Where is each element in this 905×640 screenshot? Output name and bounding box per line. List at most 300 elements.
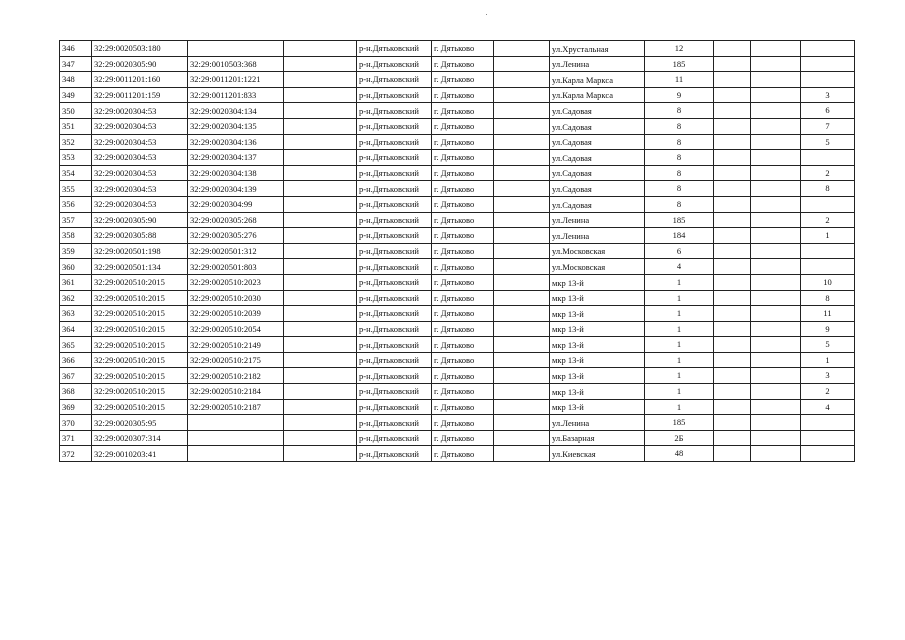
row-number-cell: 347 [60,56,92,72]
registry-table [59,40,855,462]
city-cell: г. Дятьково [432,446,494,462]
flat-number-cell [801,196,855,212]
cadastral-number-cell: 32:29:0020305:88 [92,228,188,244]
table-row [60,415,855,431]
table-row [60,118,855,134]
street-cell: ул.Базарная [550,430,645,446]
street-cell: ул.Ленина [550,228,645,244]
district-cell: р-н.Дятьковский [357,72,432,88]
cadastral-number-cell: 32:29:0020510:2015 [92,352,188,368]
empty-cell [751,134,801,150]
cadastral-number-cell: 32:29:0020510:2015 [92,321,188,337]
empty-cell [714,384,751,400]
flat-number-cell: 1 [801,228,855,244]
cadastral-object-cell: 32:29:0020510:2187 [188,399,284,415]
row-number-cell: 346 [60,41,92,57]
flat-number-cell [801,41,855,57]
empty-cell [284,430,357,446]
cadastral-object-cell: 32:29:0011201:833 [188,87,284,103]
empty-cell [284,290,357,306]
house-number-cell: 1 [645,306,714,322]
empty-cell [751,243,801,259]
flat-number-cell: 5 [801,337,855,353]
empty-cell [714,274,751,290]
empty-cell [284,337,357,353]
flat-number-cell: 8 [801,181,855,197]
cadastral-object-cell: 32:29:0020501:803 [188,259,284,275]
empty-cell [714,212,751,228]
house-number-cell: 185 [645,56,714,72]
street-cell: ул.Садовая [550,134,645,150]
street-cell: ул.Садовая [550,165,645,181]
empty-cell [714,290,751,306]
table-row [60,306,855,322]
row-number-cell: 358 [60,228,92,244]
empty-cell [494,72,550,88]
flat-number-cell: 9 [801,321,855,337]
city-cell: г. Дятьково [432,103,494,119]
street-cell: ул.Карла Маркса [550,87,645,103]
flat-number-cell: 2 [801,165,855,181]
empty-cell [284,228,357,244]
empty-cell [284,415,357,431]
row-number-cell: 369 [60,399,92,415]
cadastral-object-cell [188,41,284,57]
table-row [60,150,855,166]
street-cell: ул.Карла Маркса [550,72,645,88]
flat-number-cell [801,243,855,259]
district-cell: р-н.Дятьковский [357,399,432,415]
table-row [60,103,855,119]
cadastral-object-cell: 32:29:0010503:368 [188,56,284,72]
cadastral-number-cell: 32:29:0011201:160 [92,72,188,88]
street-cell: мкр 13-й [550,274,645,290]
cadastral-number-cell: 32:29:0020305:90 [92,212,188,228]
empty-cell [714,243,751,259]
table-row [60,212,855,228]
empty-cell [284,134,357,150]
empty-cell [714,165,751,181]
cadastral-number-cell: 32:29:0020510:2015 [92,290,188,306]
table-row [60,134,855,150]
house-number-cell: 185 [645,212,714,228]
empty-cell [284,165,357,181]
empty-cell [714,259,751,275]
cadastral-object-cell: 32:29:0020304:99 [188,196,284,212]
cadastral-object-cell: 32:29:0020501:312 [188,243,284,259]
flat-number-cell: 11 [801,306,855,322]
empty-cell [714,430,751,446]
empty-cell [751,212,801,228]
house-number-cell: 184 [645,228,714,244]
cadastral-object-cell: 32:29:0020304:136 [188,134,284,150]
flat-number-cell: 1 [801,352,855,368]
empty-cell [494,259,550,275]
row-number-cell: 370 [60,415,92,431]
district-cell: р-н.Дятьковский [357,56,432,72]
cadastral-number-cell: 32:29:0020503:180 [92,41,188,57]
district-cell: р-н.Дятьковский [357,243,432,259]
empty-cell [714,87,751,103]
empty-cell [284,384,357,400]
empty-cell [751,352,801,368]
city-cell: г. Дятьково [432,181,494,197]
empty-cell [284,352,357,368]
empty-cell [494,290,550,306]
district-cell: р-н.Дятьковский [357,384,432,400]
house-number-cell: 1 [645,352,714,368]
flat-number-cell: 5 [801,134,855,150]
row-number-cell: 348 [60,72,92,88]
house-number-cell: 1 [645,321,714,337]
empty-cell [714,72,751,88]
house-number-cell: 2Б [645,430,714,446]
city-cell: г. Дятьково [432,212,494,228]
street-cell: мкр 13-й [550,368,645,384]
empty-cell [284,243,357,259]
district-cell: р-н.Дятьковский [357,306,432,322]
house-number-cell: 12 [645,41,714,57]
cadastral-object-cell: 32:29:0020304:135 [188,118,284,134]
district-cell: р-н.Дятьковский [357,41,432,57]
row-number-cell: 366 [60,352,92,368]
empty-cell [714,103,751,119]
empty-cell [751,306,801,322]
house-number-cell: 6 [645,243,714,259]
empty-cell [714,134,751,150]
empty-cell [494,243,550,259]
empty-cell [494,352,550,368]
district-cell: р-н.Дятьковский [357,352,432,368]
empty-cell [751,150,801,166]
flat-number-cell: 2 [801,384,855,400]
cadastral-number-cell: 32:29:0020510:2015 [92,274,188,290]
empty-cell [284,399,357,415]
empty-cell [284,181,357,197]
empty-cell [751,72,801,88]
street-cell: мкр 13-й [550,384,645,400]
table-row [60,259,855,275]
table-row [60,243,855,259]
cadastral-number-cell: 32:29:0020304:53 [92,150,188,166]
empty-cell [494,399,550,415]
cadastral-number-cell: 32:29:0020501:198 [92,243,188,259]
empty-cell [751,56,801,72]
table-row [60,196,855,212]
city-cell: г. Дятьково [432,228,494,244]
house-number-cell: 185 [645,415,714,431]
city-cell: г. Дятьково [432,41,494,57]
district-cell: р-н.Дятьковский [357,290,432,306]
house-number-cell: 8 [645,181,714,197]
city-cell: г. Дятьково [432,399,494,415]
cadastral-number-cell: 32:29:0020304:53 [92,118,188,134]
street-cell: ул.Садовая [550,150,645,166]
scan-speck [486,14,487,15]
row-number-cell: 357 [60,212,92,228]
empty-cell [714,150,751,166]
row-number-cell: 365 [60,337,92,353]
street-cell: ул.Московская [550,259,645,275]
district-cell: р-н.Дятьковский [357,259,432,275]
cadastral-number-cell: 32:29:0020304:53 [92,165,188,181]
cadastral-number-cell: 32:29:0020304:53 [92,196,188,212]
cadastral-number-cell: 32:29:0020304:53 [92,181,188,197]
district-cell: р-н.Дятьковский [357,181,432,197]
district-cell: р-н.Дятьковский [357,274,432,290]
city-cell: г. Дятьково [432,118,494,134]
street-cell: ул.Садовая [550,118,645,134]
house-number-cell: 1 [645,337,714,353]
empty-cell [714,415,751,431]
house-number-cell: 1 [645,290,714,306]
empty-cell [751,196,801,212]
street-cell: ул.Московская [550,243,645,259]
empty-cell [284,56,357,72]
cadastral-number-cell: 32:29:0020304:53 [92,134,188,150]
flat-number-cell [801,259,855,275]
empty-cell [284,87,357,103]
house-number-cell: 1 [645,384,714,400]
registry-rows [60,41,855,462]
cadastral-number-cell: 32:29:0020510:2015 [92,399,188,415]
city-cell: г. Дятьково [432,430,494,446]
table-row [60,41,855,57]
empty-cell [751,165,801,181]
cadastral-object-cell: 32:29:0020305:268 [188,212,284,228]
empty-cell [284,41,357,57]
district-cell: р-н.Дятьковский [357,430,432,446]
house-number-cell: 1 [645,399,714,415]
house-number-cell: 8 [645,118,714,134]
street-cell: ул.Хрустальная [550,41,645,57]
empty-cell [494,181,550,197]
district-cell: р-н.Дятьковский [357,103,432,119]
empty-cell [714,399,751,415]
district-cell: р-н.Дятьковский [357,87,432,103]
table-row [60,446,855,462]
cadastral-number-cell: 32:29:0020304:53 [92,103,188,119]
house-number-cell: 11 [645,72,714,88]
flat-number-cell [801,72,855,88]
empty-cell [284,212,357,228]
city-cell: г. Дятьково [432,196,494,212]
city-cell: г. Дятьково [432,87,494,103]
empty-cell [284,196,357,212]
empty-cell [751,87,801,103]
empty-cell [284,259,357,275]
empty-cell [494,415,550,431]
city-cell: г. Дятьково [432,415,494,431]
house-number-cell: 9 [645,87,714,103]
cadastral-number-cell: 32:29:0020307:314 [92,430,188,446]
city-cell: г. Дятьково [432,337,494,353]
flat-number-cell [801,150,855,166]
row-number-cell: 352 [60,134,92,150]
street-cell: мкр 13-й [550,337,645,353]
empty-cell [714,118,751,134]
empty-cell [751,259,801,275]
cadastral-number-cell: 32:29:0011201:159 [92,87,188,103]
table-row [60,56,855,72]
empty-cell [751,321,801,337]
empty-cell [714,228,751,244]
row-number-cell: 355 [60,181,92,197]
cadastral-object-cell [188,430,284,446]
empty-cell [751,446,801,462]
table-row [60,274,855,290]
house-number-cell: 8 [645,165,714,181]
table-row [60,87,855,103]
empty-cell [494,150,550,166]
street-cell: ул.Ленина [550,56,645,72]
empty-cell [714,196,751,212]
empty-cell [284,368,357,384]
row-number-cell: 371 [60,430,92,446]
district-cell: р-н.Дятьковский [357,228,432,244]
flat-number-cell: 2 [801,212,855,228]
flat-number-cell: 4 [801,399,855,415]
empty-cell [494,165,550,181]
city-cell: г. Дятьково [432,274,494,290]
empty-cell [751,290,801,306]
row-number-cell: 364 [60,321,92,337]
table-row [60,165,855,181]
flat-number-cell: 3 [801,368,855,384]
district-cell: р-н.Дятьковский [357,196,432,212]
district-cell: р-н.Дятьковский [357,118,432,134]
empty-cell [284,306,357,322]
row-number-cell: 351 [60,118,92,134]
street-cell: мкр 13-й [550,399,645,415]
empty-cell [494,306,550,322]
city-cell: г. Дятьково [432,72,494,88]
empty-cell [284,72,357,88]
cadastral-object-cell: 32:29:0020304:139 [188,181,284,197]
street-cell: мкр 13-й [550,352,645,368]
empty-cell [284,321,357,337]
cadastral-number-cell: 32:29:0020510:2015 [92,306,188,322]
cadastral-object-cell [188,446,284,462]
city-cell: г. Дятьково [432,150,494,166]
empty-cell [751,181,801,197]
district-cell: р-н.Дятьковский [357,321,432,337]
row-number-cell: 368 [60,384,92,400]
flat-number-cell: 10 [801,274,855,290]
cadastral-number-cell: 32:29:0020305:95 [92,415,188,431]
street-cell: мкр 13-й [550,290,645,306]
cadastral-object-cell: 32:29:0020304:137 [188,150,284,166]
empty-cell [714,56,751,72]
table-row [60,430,855,446]
empty-cell [284,446,357,462]
street-cell: ул.Ленина [550,212,645,228]
city-cell: г. Дятьково [432,352,494,368]
cadastral-object-cell: 32:29:0020305:276 [188,228,284,244]
cadastral-object-cell: 32:29:0020304:138 [188,165,284,181]
empty-cell [751,274,801,290]
house-number-cell: 8 [645,134,714,150]
empty-cell [284,150,357,166]
row-number-cell: 359 [60,243,92,259]
house-number-cell: 1 [645,274,714,290]
row-number-cell: 367 [60,368,92,384]
row-number-cell: 372 [60,446,92,462]
city-cell: г. Дятьково [432,165,494,181]
empty-cell [751,430,801,446]
empty-cell [714,446,751,462]
city-cell: г. Дятьково [432,56,494,72]
street-cell: мкр 13-й [550,321,645,337]
district-cell: р-н.Дятьковский [357,337,432,353]
empty-cell [714,306,751,322]
cadastral-number-cell: 32:29:0020510:2015 [92,384,188,400]
empty-cell [751,368,801,384]
cadastral-number-cell: 32:29:0010203:41 [92,446,188,462]
flat-number-cell [801,446,855,462]
cadastral-number-cell: 32:29:0020510:2015 [92,337,188,353]
cadastral-object-cell: 32:29:0020510:2054 [188,321,284,337]
empty-cell [494,134,550,150]
empty-cell [494,41,550,57]
empty-cell [714,181,751,197]
house-number-cell: 48 [645,446,714,462]
empty-cell [494,446,550,462]
district-cell: р-н.Дятьковский [357,212,432,228]
empty-cell [494,321,550,337]
cadastral-object-cell: 32:29:0020510:2030 [188,290,284,306]
cadastral-object-cell: 32:29:0020510:2182 [188,368,284,384]
empty-cell [494,196,550,212]
empty-cell [494,56,550,72]
empty-cell [751,337,801,353]
table-row [60,228,855,244]
cadastral-object-cell: 32:29:0020510:2149 [188,337,284,353]
city-cell: г. Дятьково [432,321,494,337]
table-row [60,290,855,306]
house-number-cell: 8 [645,103,714,119]
row-number-cell: 354 [60,165,92,181]
cadastral-object-cell: 32:29:0011201:1221 [188,72,284,88]
empty-cell [494,118,550,134]
city-cell: г. Дятьково [432,368,494,384]
city-cell: г. Дятьково [432,290,494,306]
cadastral-number-cell: 32:29:0020501:134 [92,259,188,275]
empty-cell [494,337,550,353]
cadastral-object-cell: 32:29:0020510:2023 [188,274,284,290]
district-cell: р-н.Дятьковский [357,134,432,150]
empty-cell [751,228,801,244]
empty-cell [751,399,801,415]
cadastral-number-cell: 32:29:0020305:90 [92,56,188,72]
empty-cell [751,103,801,119]
empty-cell [714,352,751,368]
empty-cell [714,368,751,384]
row-number-cell: 353 [60,150,92,166]
empty-cell [751,415,801,431]
row-number-cell: 363 [60,306,92,322]
city-cell: г. Дятьково [432,243,494,259]
empty-cell [494,384,550,400]
district-cell: р-н.Дятьковский [357,446,432,462]
street-cell: мкр 13-й [550,306,645,322]
empty-cell [494,212,550,228]
city-cell: г. Дятьково [432,306,494,322]
city-cell: г. Дятьково [432,134,494,150]
cadastral-object-cell [188,415,284,431]
table-row [60,352,855,368]
flat-number-cell [801,430,855,446]
